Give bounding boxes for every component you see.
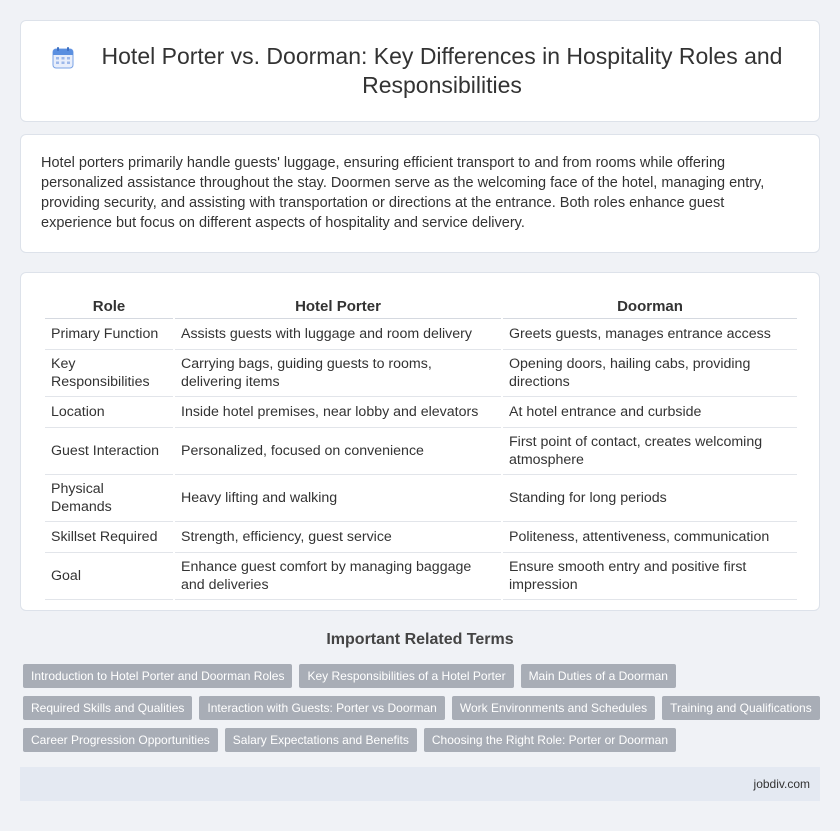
- related-term-tag[interactable]: Choosing the Right Role: Porter or Doorman: [424, 728, 676, 752]
- related-term-tag[interactable]: Salary Expectations and Benefits: [225, 728, 417, 752]
- related-term-tag[interactable]: Interaction with Guests: Porter vs Doorman: [199, 696, 444, 720]
- intro-text: Hotel porters primarily handle guests' luggage, ensuring efficient transport to and from rooms while offering personalized assistance throughout the stay. Doormen serve as the welcoming face of the hotel, managing entry, providing security, and assisting with transportation or directions at the entrance. Both roles enhance guest experience but focus on different aspects of hospitality and service delivery.: [41, 155, 765, 231]
- comparison-table: [43, 293, 799, 600]
- related-term-tag[interactable]: Required Skills and Qualities: [23, 696, 192, 720]
- table-row: [45, 319, 797, 350]
- related-terms-title: Important Related Terms: [326, 631, 514, 648]
- header-role: Role: [45, 293, 173, 319]
- doorman-cell: First point of contact, creates welcoming atmosphere: [503, 428, 797, 475]
- table-header-row: [45, 293, 797, 319]
- role-cell: Key Responsibilities: [45, 350, 173, 397]
- doorman-cell: At hotel entrance and curbside: [503, 397, 797, 428]
- role-cell: Primary Function: [45, 319, 173, 350]
- porter-cell: Personalized, focused on convenience: [175, 428, 501, 475]
- doorman-cell: Opening doors, hailing cabs, providing directions: [503, 350, 797, 397]
- related-term-tag[interactable]: Career Progression Opportunities: [23, 728, 218, 752]
- related-term-tag[interactable]: Training and Qualifications: [662, 696, 820, 720]
- doorman-cell: Ensure smooth entry and positive first impression: [503, 553, 797, 600]
- comparison-table-card: [20, 272, 820, 611]
- role-cell: Goal: [45, 553, 173, 600]
- doorman-cell: Greets guests, manages entrance access: [503, 319, 797, 350]
- porter-cell: Heavy lifting and walking: [175, 475, 501, 522]
- porter-cell: Strength, efficiency, guest service: [175, 522, 501, 553]
- related-term-tag[interactable]: Work Environments and Schedules: [452, 696, 655, 720]
- related-terms-tags: [23, 664, 823, 752]
- header: [21, 42, 819, 100]
- table-row: [45, 350, 797, 397]
- porter-cell: Inside hotel premises, near lobby and elevators: [175, 397, 501, 428]
- role-cell: Physical Demands: [45, 475, 173, 522]
- role-cell: Guest Interaction: [45, 428, 173, 475]
- header-doorman: Doorman: [503, 293, 797, 319]
- table-row: [45, 397, 797, 428]
- table-row: [45, 475, 797, 522]
- header-hotel-porter: Hotel Porter: [175, 293, 501, 319]
- porter-cell: Carrying bags, guiding guests to rooms, delivering items: [175, 350, 501, 397]
- intro-card: [20, 134, 820, 253]
- related-term-tag[interactable]: Key Responsibilities of a Hotel Porter: [299, 664, 513, 688]
- doorman-cell: Politeness, attentiveness, communication: [503, 522, 797, 553]
- footer-site-link[interactable]: jobdiv.com: [753, 777, 810, 791]
- footer: [20, 767, 820, 801]
- table-row: [45, 522, 797, 553]
- doorman-cell: Standing for long periods: [503, 475, 797, 522]
- table-row: [45, 428, 797, 475]
- role-cell: Skillset Required: [45, 522, 173, 553]
- page-title: Hotel Porter vs. Doorman: Key Differences in Hospitality Roles and Responsibilities: [101, 43, 783, 98]
- related-term-tag[interactable]: Main Duties of a Doorman: [521, 664, 676, 688]
- header-card: [20, 20, 820, 122]
- calendar-icon: [51, 46, 75, 70]
- related-term-tag[interactable]: Introduction to Hotel Porter and Doorman Roles: [23, 664, 292, 688]
- porter-cell: Enhance guest comfort by managing baggage and deliveries: [175, 553, 501, 600]
- table-row: [45, 553, 797, 600]
- porter-cell: Assists guests with luggage and room delivery: [175, 319, 501, 350]
- role-cell: Location: [45, 397, 173, 428]
